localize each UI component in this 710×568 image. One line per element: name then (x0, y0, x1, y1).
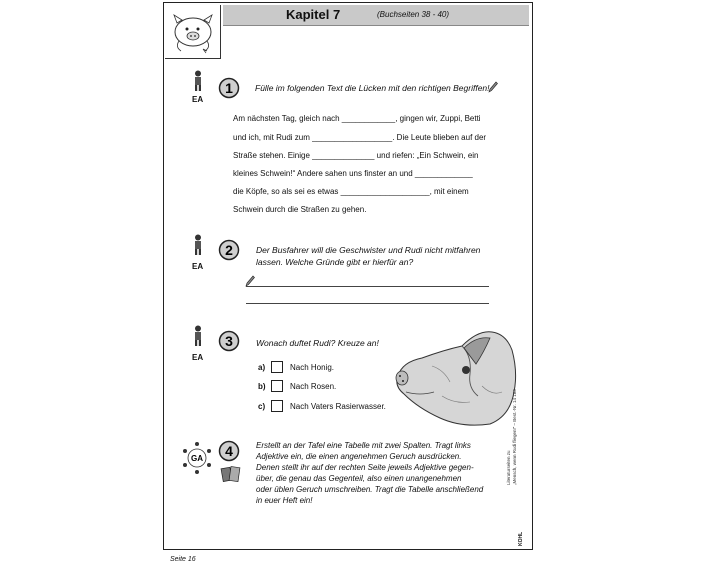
task4-line: Adjektive ein, die einen angenehmen Geruch ausdrücken. (256, 452, 462, 461)
option-text: Nach Honig. (290, 363, 335, 372)
pencil-icon (488, 80, 498, 92)
option-letter: a) (258, 363, 266, 372)
task1-line: und ich, mit Rudi zum __________________. Die Leute blieben auf der (233, 133, 487, 142)
task1-instruction: Fülle im folgenden Text die Lücken mit den richtigen Begriffen! (255, 83, 490, 93)
group-work-icon (180, 441, 214, 475)
task1-line: kleines Schwein!“ Andere sahen uns finster an und _____________ (233, 169, 473, 178)
publisher-logo (518, 506, 528, 546)
page-number: Seite 16 (170, 556, 196, 563)
credit-line2: „Mensch, wenn Rudi fliegen!“ – Best.-Nr. 14 183 (512, 389, 517, 485)
option-text: Nach Vaters Rasierwasser. (290, 402, 386, 411)
ea-label: EA (192, 262, 204, 271)
person-icon (191, 234, 205, 256)
task1-line: Schwein durch die Straßen zu gehen. (233, 205, 367, 214)
task-number-1 (218, 77, 240, 99)
ga-label: GA (191, 454, 203, 463)
option-b-checkbox[interactable] (271, 380, 283, 392)
task-number-3-text: 3 (225, 333, 233, 349)
task-number-1-text: 1 (225, 80, 233, 96)
credit-line1: Literaturseiten zu (506, 450, 511, 485)
option-letter: c) (258, 402, 266, 411)
option-text: Nach Rosen. (290, 382, 337, 391)
task2-instruction-line2: lassen. Welche Gründe gibt er hierfür an? (256, 257, 414, 267)
task-number-4 (218, 440, 240, 462)
task1-line: die Köpfe, so als sei es etwas ____________________, mit einem (233, 187, 469, 196)
chapter-title: Kapitel 7 (286, 7, 341, 22)
task-number-4-text: 4 (225, 443, 233, 459)
person-icon (191, 325, 205, 347)
publisher-name: KOHL (518, 531, 524, 546)
task4-line: Erstellt an der Tafel eine Tabelle mit zwei Spalten. Tragt links (256, 441, 471, 450)
chapter-header-bar (223, 5, 529, 26)
task1-line: Am nächsten Tag, gleich nach ____________, gingen wir, Zuppi, Betti (233, 114, 481, 123)
pencil-icon (245, 274, 255, 286)
pig-head-illustration (392, 326, 520, 428)
task-number-3 (218, 330, 240, 352)
task4-line: in euer Heft ein! (256, 496, 313, 505)
task4-instruction (256, 440, 496, 506)
option-a-checkbox[interactable] (271, 361, 283, 373)
ea-label: EA (192, 353, 204, 362)
task4-line: Denen stellt ihr auf der rechten Seite jeweils Adjektive gegen- (256, 463, 474, 472)
pig-logo (165, 5, 221, 59)
ea-label: EA (192, 95, 204, 104)
option-letter: b) (258, 382, 266, 391)
answer-line (246, 303, 489, 304)
task-number-2 (218, 239, 240, 261)
answer-line (246, 286, 489, 287)
task-number-2-text: 2 (225, 242, 233, 258)
task2-instruction-line1: Der Busfahrer will die Geschwister und Rudi nicht mitfahren (256, 245, 481, 255)
books-icon (220, 462, 242, 484)
person-icon (191, 70, 205, 92)
task4-line: über, die genau das Gegenteil, also einen unangenehmen (256, 474, 462, 483)
task4-line: oder üblen Geruch umschreiben. Tragt die Tabelle anschließend (256, 485, 484, 494)
task3-instruction: Wonach duftet Rudi? Kreuze an! (256, 338, 379, 348)
chapter-pages: (Buchseiten 38 - 40) (377, 10, 450, 19)
option-c-checkbox[interactable] (271, 400, 283, 412)
task1-line: Straße stehen. Einige ______________ und riefen: „Ein Schwein, ein (233, 151, 479, 160)
